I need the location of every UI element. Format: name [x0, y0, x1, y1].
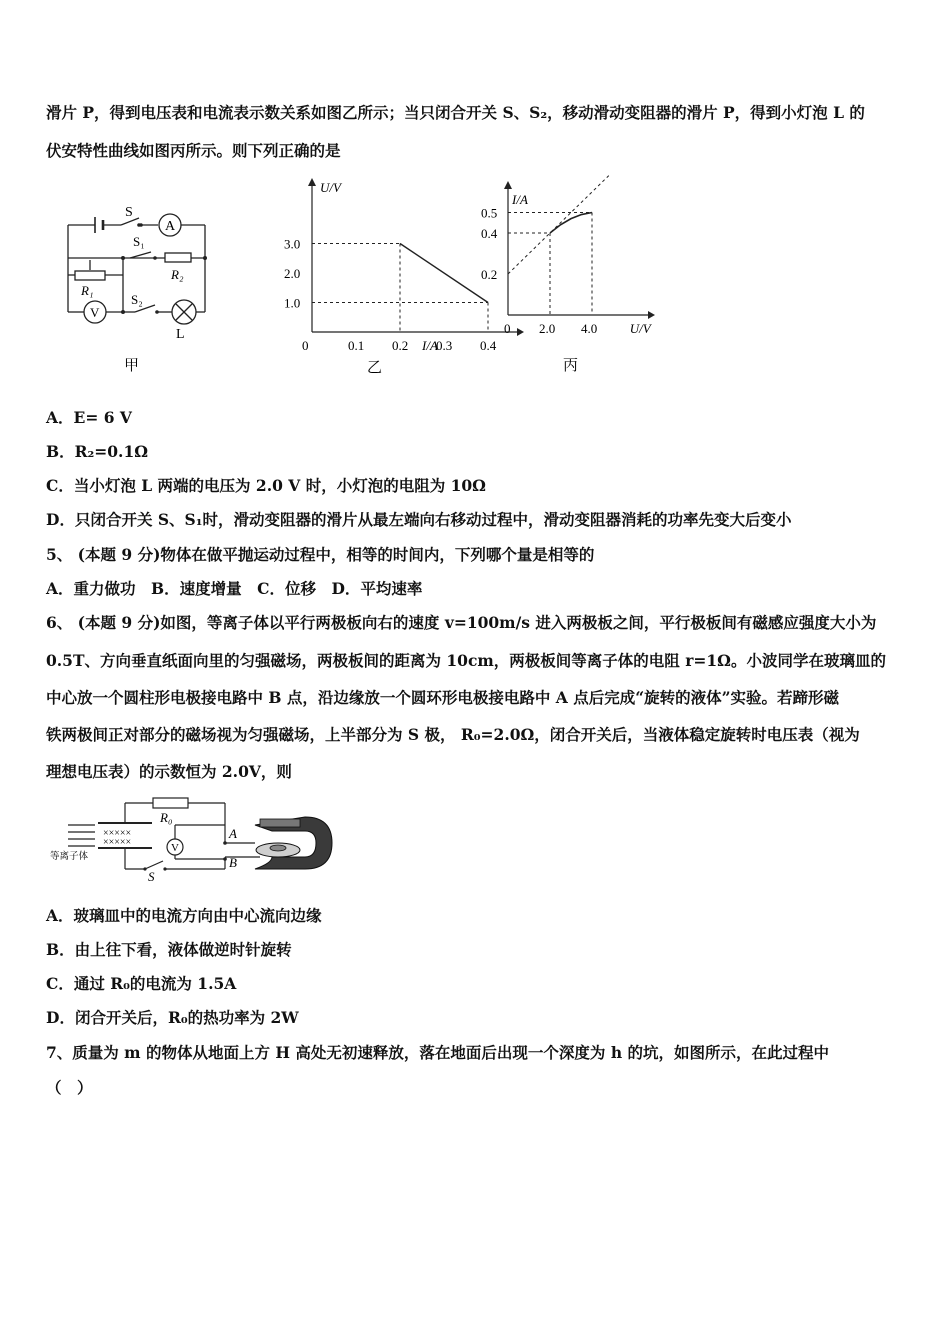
y-axis-label: U/V [320, 180, 341, 195]
y-tick-label: 1.0 [284, 295, 301, 311]
label-A-point: A [229, 826, 237, 841]
q6-stem-4: 铁两极间正对部分的磁场视为匀强磁场，上半部分为 S 极， R₀=2.0Ω，闭合开关后，当液体稳定旋转时电压表（视为 [46, 725, 860, 744]
magnetic-field-crosses-2: ××××× [103, 837, 132, 848]
q6-stem-3: 中心放一个圆柱形电极接电路中 B 点，沿边缘放一个圆环形电极接电路中 A 点后完成“旋转的液体”实验。若蹄形磁 [46, 688, 840, 707]
x-tick-label: 0 [302, 338, 309, 353]
y-tick-label: 3.0 [284, 236, 301, 252]
x-tick-label: 2.0 [539, 321, 556, 336]
q6-option-a: A．玻璃皿中的电流方向由中心流向边缘 [46, 906, 322, 925]
y-axis-label: I/A [512, 192, 528, 207]
y-tick-label: 0.4 [481, 226, 498, 241]
y-tick-label: 0.2 [481, 267, 498, 282]
x-axis-label: I/A [422, 338, 438, 353]
y-axis-arrow [504, 181, 512, 189]
label-R1: R₁ [81, 283, 94, 298]
label-R0: R₀ [160, 810, 173, 825]
q4-option-d: D．只闭合开关 S、S₁时，滑动变阻器的滑片从最左端向右移动过程中，滑动变阻器消耗的功率先变大后变小 [46, 510, 792, 529]
q5-stem: 5、 (本题 9 分)物体在做平抛运动过程中，相等的时间内，下列哪个量是相等的 [46, 545, 595, 564]
intro-line-2: 伏安特性曲线如图丙所示。则下列正确的是 [46, 141, 341, 160]
label-A: A [165, 219, 176, 234]
x-tick-label: 0.4 [480, 338, 497, 353]
caption-bing: 丙 [563, 358, 579, 374]
q4-option-a: A．E= 6 V [46, 408, 132, 427]
intro-line-1: 滑片 P，得到电压表和电流表示数关系如图乙所示；当只闭合开关 S、S₂，移动滑动变阻器的滑片 P，得到小灯泡 L 的 [46, 103, 865, 122]
label-plasma: 等离子体 [50, 852, 89, 862]
label-S: S [125, 205, 133, 220]
caption-jia: 甲 [124, 358, 140, 374]
label-R2: R₂ [171, 267, 184, 282]
x-axis-label: U/V [629, 321, 651, 336]
chart-bing [470, 180, 680, 380]
series-line-iu [550, 213, 592, 234]
q6-option-b: B．由上往下看，液体做逆时针旋转 [46, 940, 292, 959]
q4-option-b: B．R₂=0.1Ω [46, 442, 149, 461]
caption-yi: 乙 [367, 360, 383, 376]
x-tick-label: 0.2 [392, 338, 409, 353]
magnetic-field-crosses-1: ××××× [103, 828, 132, 839]
label-S2: S₂ [131, 292, 143, 307]
y-axis-arrow [308, 178, 316, 186]
y-tick-label: 0.5 [481, 205, 498, 221]
q7-paren: （ ） [46, 1078, 93, 1097]
label-switch-S: S [148, 869, 155, 884]
label-V: V [90, 305, 100, 320]
x-axis-arrow [648, 311, 655, 319]
q6-stem-5: 理想电压表）的示数恒为 2.0V，则 [46, 762, 292, 781]
label-B-point: B [229, 855, 237, 870]
circuit-diagram-jia [55, 200, 225, 375]
label-S1: S₁ [133, 234, 145, 249]
plasma-generator-figure [50, 795, 340, 885]
q6-option-d: D．闭合开关后，R₀的热功率为 2W [46, 1008, 299, 1027]
q6-stem-1: 6、 (本题 9 分)如图，等离子体以平行两极板向右的速度 v=100m/s 进入两极板之间，平行极板间有磁感应强度大小为 [46, 613, 877, 632]
x-tick-label: 0.3 [436, 338, 453, 353]
q6-option-c: C．通过 R₀的电流为 1.5A [46, 974, 237, 993]
label-L: L [176, 327, 185, 342]
q6-stem-2: 0.5T、方向垂直纸面向里的匀强磁场，两极板间的距离为 10cm，两极板间等离子体的电阻 r=1Ω。小波同学在玻璃皿的 [46, 651, 886, 670]
x-tick-label: 0 [504, 321, 511, 336]
x-tick-label: 0.1 [348, 338, 365, 353]
y-tick-label: 2.0 [284, 266, 301, 281]
q7-stem: 7、质量为 m 的物体从地面上方 H 高处无初速释放，落在地面后出现一个深度为 h 的坑，如图所示，在此过程中 [46, 1043, 829, 1062]
q4-option-c: C．当小灯泡 L 两端的电压为 2.0 V 时，小灯泡的电阻为 10Ω [46, 476, 486, 495]
x-tick-label: 4.0 [581, 321, 598, 336]
q5-options: A．重力做功 B．速度增量 C．位移 D．平均速率 [46, 579, 423, 598]
tangent-line [508, 176, 609, 274]
label-voltmeter: V [171, 842, 179, 854]
